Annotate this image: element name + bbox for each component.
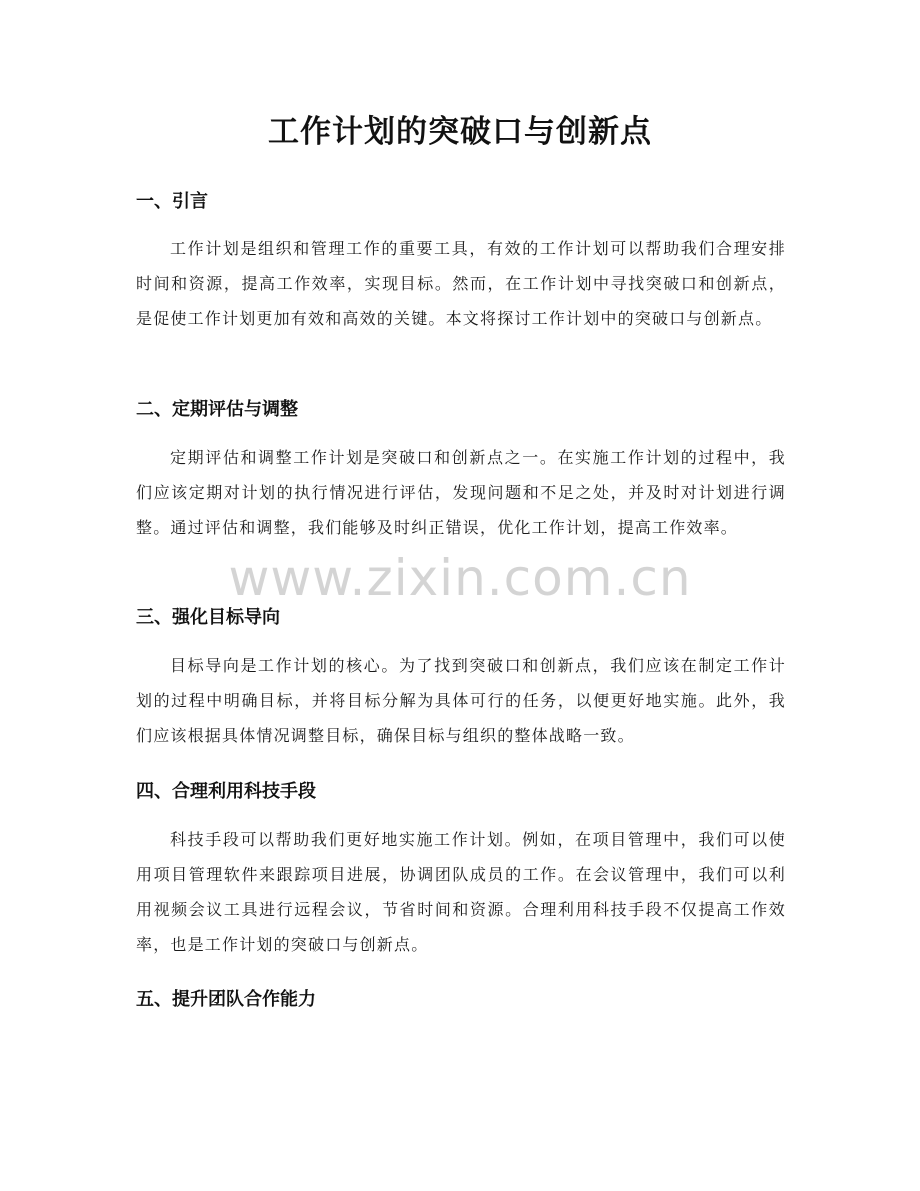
watermark: www.zixin.com.cn <box>228 549 692 607</box>
section-heading-goal-orientation: 三、强化目标导向 <box>136 607 280 628</box>
document-title: 工作计划的突破口与创新点 <box>268 114 652 150</box>
section-paragraph-evaluation: 定期评估和调整工作计划是突破口和创新点之一。在实施工作计划的过程中，我们应该定期对计划的执行情况进行评估，发现问题和不足之处，并及时对计划进行调整。通过评估和调整，我们能够及时纠正错误，优化工作计划，提高工作效率。 <box>136 448 786 537</box>
section-paragraph-introduction: 工作计划是组织和管理工作的重要工具，有效的工作计划可以帮助我们合理安排时间和资源，提高工作效率，实现目标。然而，在工作计划中寻找突破口和创新点，是促使工作计划更加有效和高效的关键。本文将探讨工作计划中的突破口与创新点。 <box>136 239 786 328</box>
section-heading-teamwork: 五、提升团队合作能力 <box>136 989 316 1010</box>
section-heading-introduction: 一、引言 <box>136 191 208 212</box>
section-heading-evaluation: 二、定期评估与调整 <box>136 399 298 420</box>
section-heading-technology: 四、合理利用科技手段 <box>136 781 316 802</box>
section-paragraph-technology: 科技手段可以帮助我们更好地实施工作计划。例如，在项目管理中，我们可以使用项目管理软件来跟踪项目进展，协调团队成员的工作。在会议管理中，我们可以利用视频会议工具进行远程会议，节省时间和资源。合理利用科技手段不仅提高工作效率，也是工作计划的突破口与创新点。 <box>136 830 786 954</box>
section-paragraph-goal-orientation: 目标导向是工作计划的核心。为了找到突破口和创新点，我们应该在制定工作计划的过程中明确目标，并将目标分解为具体可行的任务，以便更好地实施。此外，我们应该根据具体情况调整目标，确保目标与组织的整体战略一致。 <box>136 656 786 745</box>
